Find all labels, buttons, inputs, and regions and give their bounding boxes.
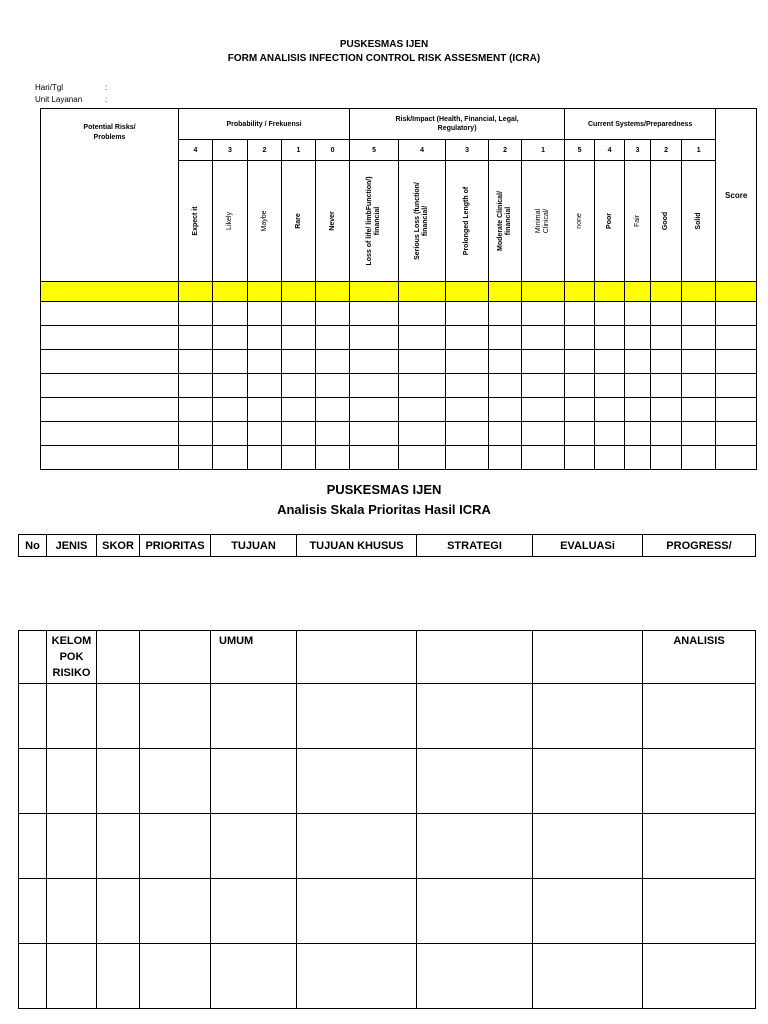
table-cell[interactable] bbox=[682, 398, 716, 422]
table-cell[interactable] bbox=[316, 326, 350, 350]
table-cell[interactable] bbox=[682, 422, 716, 446]
score-cell: 2 bbox=[651, 140, 682, 161]
cont-analisis: ANALISIS bbox=[643, 631, 756, 684]
section2-subtitle: Analisis Skala Prioritas Hasil ICRA bbox=[277, 502, 491, 517]
table-cell[interactable] bbox=[522, 302, 565, 326]
table-cell[interactable] bbox=[399, 374, 446, 398]
table-cell[interactable] bbox=[716, 282, 757, 302]
table-cell[interactable] bbox=[282, 446, 316, 470]
table-cell[interactable] bbox=[446, 326, 489, 350]
table-cell[interactable] bbox=[97, 749, 140, 814]
header-tujuan-khusus: TUJUAN KHUSUS bbox=[297, 535, 417, 557]
table-cell[interactable] bbox=[179, 422, 213, 446]
table-cell[interactable] bbox=[399, 282, 446, 302]
header-prioritas: PRIORITAS bbox=[140, 535, 211, 557]
table-cell[interactable] bbox=[19, 814, 47, 879]
table-cell[interactable] bbox=[716, 374, 757, 398]
table-cell[interactable] bbox=[248, 398, 282, 422]
table-cell[interactable] bbox=[533, 684, 643, 749]
table-cell[interactable] bbox=[41, 326, 179, 350]
table-cell[interactable] bbox=[489, 398, 522, 422]
table-cell[interactable] bbox=[565, 350, 595, 374]
table-cell[interactable] bbox=[716, 350, 757, 374]
table-cell[interactable] bbox=[625, 446, 651, 470]
table-cell[interactable] bbox=[651, 374, 682, 398]
table-cell[interactable] bbox=[446, 398, 489, 422]
table-cell[interactable] bbox=[282, 302, 316, 326]
table-cell[interactable] bbox=[417, 879, 533, 944]
table-cell[interactable] bbox=[179, 302, 213, 326]
table-cell[interactable] bbox=[211, 684, 297, 749]
table-row bbox=[19, 684, 756, 749]
table-row bbox=[19, 814, 756, 879]
table-cell[interactable] bbox=[41, 398, 179, 422]
table-cell[interactable] bbox=[446, 422, 489, 446]
table-cell[interactable] bbox=[399, 326, 446, 350]
group-risk-impact: Risk/Impact (Health, Financial, Legal, Regulatory) bbox=[350, 109, 565, 140]
table-cell[interactable] bbox=[446, 374, 489, 398]
table-cell[interactable] bbox=[489, 326, 522, 350]
group-current-systems: Current Systems/Preparedness bbox=[565, 109, 716, 140]
label-expect-it: Expect it bbox=[179, 161, 213, 282]
table-cell[interactable] bbox=[140, 944, 211, 1009]
table-cell[interactable] bbox=[248, 446, 282, 470]
cont-kelompok-risiko: KELOM POK RISIKO bbox=[47, 631, 97, 684]
table-cell[interactable] bbox=[533, 879, 643, 944]
table-cell[interactable] bbox=[41, 282, 179, 302]
table-cell[interactable] bbox=[446, 446, 489, 470]
table-cell[interactable] bbox=[651, 398, 682, 422]
table-cell[interactable] bbox=[47, 684, 97, 749]
table-cell[interactable] bbox=[595, 398, 625, 422]
table-cell[interactable] bbox=[595, 326, 625, 350]
table-cell[interactable] bbox=[316, 422, 350, 446]
header-progress: PROGRESS/ bbox=[643, 535, 756, 557]
table-cell[interactable] bbox=[211, 749, 297, 814]
table-cell[interactable] bbox=[399, 350, 446, 374]
table-cell[interactable] bbox=[211, 879, 297, 944]
table-cell[interactable] bbox=[565, 326, 595, 350]
table-cell[interactable] bbox=[716, 446, 757, 470]
table-cell[interactable] bbox=[595, 350, 625, 374]
table-cell[interactable] bbox=[489, 422, 522, 446]
label-loss-of-life: Loss of life/ limbFunction/) financial bbox=[350, 161, 399, 282]
table-cell[interactable] bbox=[97, 684, 140, 749]
table-cell[interactable] bbox=[489, 446, 522, 470]
table-cell[interactable] bbox=[140, 684, 211, 749]
table-cell[interactable] bbox=[643, 814, 756, 879]
table-cell[interactable] bbox=[41, 374, 179, 398]
label-rare: Rare bbox=[282, 161, 316, 282]
table-cell[interactable] bbox=[140, 814, 211, 879]
table-cell[interactable] bbox=[179, 350, 213, 374]
table-row bbox=[41, 422, 757, 446]
table-cell[interactable] bbox=[399, 446, 446, 470]
table-cell[interactable] bbox=[19, 879, 47, 944]
table-cell[interactable] bbox=[211, 944, 297, 1009]
table-cell[interactable] bbox=[316, 302, 350, 326]
table-cell[interactable] bbox=[533, 814, 643, 879]
score-cell: 3 bbox=[625, 140, 651, 161]
table-cell[interactable] bbox=[19, 684, 47, 749]
label-never: Never bbox=[316, 161, 350, 282]
table-cell[interactable] bbox=[350, 422, 399, 446]
table-cell[interactable] bbox=[565, 398, 595, 422]
label-fair: Fair bbox=[625, 161, 651, 282]
table-cell[interactable] bbox=[213, 398, 248, 422]
table-cell[interactable] bbox=[625, 374, 651, 398]
table-cell[interactable] bbox=[350, 326, 399, 350]
table-cell[interactable] bbox=[417, 814, 533, 879]
header-no: No bbox=[19, 535, 47, 557]
table-cell[interactable] bbox=[417, 684, 533, 749]
table-cell[interactable] bbox=[651, 446, 682, 470]
cont-prioritas bbox=[140, 631, 211, 684]
form-subtitle: FORM ANALISIS INFECTION CONTROL RISK ASSESMENT (ICRA) bbox=[227, 53, 541, 64]
table-cell[interactable] bbox=[399, 422, 446, 446]
table-cell[interactable] bbox=[316, 350, 350, 374]
table-cell[interactable] bbox=[350, 302, 399, 326]
label-prolonged-length: Prolonged Length of bbox=[446, 161, 489, 282]
score-cell: 5 bbox=[565, 140, 595, 161]
table-cell[interactable] bbox=[47, 749, 97, 814]
score-cell: 4 bbox=[399, 140, 446, 161]
table-cell[interactable] bbox=[446, 282, 489, 302]
table-cell[interactable] bbox=[682, 374, 716, 398]
table-cell[interactable] bbox=[282, 398, 316, 422]
table-cell[interactable] bbox=[682, 282, 716, 302]
table-row bbox=[41, 326, 757, 350]
table-cell[interactable] bbox=[248, 374, 282, 398]
table-cell[interactable] bbox=[297, 944, 417, 1009]
label-poor: Poor bbox=[595, 161, 625, 282]
label-moderate-clinical: Moderate Clinical/ financial bbox=[489, 161, 522, 282]
table-cell[interactable] bbox=[533, 749, 643, 814]
table-cell[interactable] bbox=[350, 350, 399, 374]
table-cell[interactable] bbox=[179, 446, 213, 470]
table-row bbox=[19, 944, 756, 1009]
score-cell: 2 bbox=[248, 140, 282, 161]
table-cell[interactable] bbox=[565, 302, 595, 326]
score-cell: 5 bbox=[350, 140, 399, 161]
table-cell[interactable] bbox=[179, 326, 213, 350]
table-cell[interactable] bbox=[625, 350, 651, 374]
table-cell[interactable] bbox=[595, 446, 625, 470]
table-cell[interactable] bbox=[41, 446, 179, 470]
table-cell[interactable] bbox=[350, 374, 399, 398]
header-evaluasi: EVALUASi bbox=[533, 535, 643, 557]
label-none: none bbox=[565, 161, 595, 282]
table-cell[interactable] bbox=[489, 350, 522, 374]
table-cell[interactable] bbox=[47, 879, 97, 944]
header-jenis: JENIS bbox=[47, 535, 97, 557]
table-cell[interactable] bbox=[399, 302, 446, 326]
table-cell[interactable] bbox=[716, 398, 757, 422]
table-cell[interactable] bbox=[140, 879, 211, 944]
table-cell[interactable] bbox=[651, 350, 682, 374]
table-cell[interactable] bbox=[643, 879, 756, 944]
table-cell[interactable] bbox=[643, 749, 756, 814]
table-cell[interactable] bbox=[595, 282, 625, 302]
table-cell[interactable] bbox=[651, 422, 682, 446]
group-probability: Probability / Frekuensi bbox=[179, 109, 350, 140]
table-cell[interactable] bbox=[350, 282, 399, 302]
cont-tujuan-khusus bbox=[297, 631, 417, 684]
table-cell[interactable] bbox=[297, 814, 417, 879]
table-cell[interactable] bbox=[213, 282, 248, 302]
table-cell[interactable] bbox=[297, 879, 417, 944]
table-cell[interactable] bbox=[282, 374, 316, 398]
table-cell[interactable] bbox=[248, 302, 282, 326]
table-cell[interactable] bbox=[297, 684, 417, 749]
table-cell[interactable] bbox=[350, 446, 399, 470]
table-cell[interactable] bbox=[522, 326, 565, 350]
table-cell[interactable] bbox=[565, 374, 595, 398]
table-cell[interactable] bbox=[522, 422, 565, 446]
table-cell[interactable] bbox=[97, 944, 140, 1009]
table-cell[interactable] bbox=[282, 326, 316, 350]
label-serious-loss: Serious Loss (function/ financial/ bbox=[399, 161, 446, 282]
table-cell[interactable] bbox=[716, 326, 757, 350]
priority-header-table bbox=[18, 534, 756, 557]
table-cell[interactable] bbox=[625, 302, 651, 326]
table-cell[interactable] bbox=[213, 446, 248, 470]
score-cell: 1 bbox=[682, 140, 716, 161]
table-cell[interactable] bbox=[522, 398, 565, 422]
table-cell[interactable] bbox=[682, 326, 716, 350]
table-cell[interactable] bbox=[522, 282, 565, 302]
table-cell[interactable] bbox=[97, 879, 140, 944]
table-row bbox=[19, 879, 756, 944]
priority-body-table bbox=[18, 630, 756, 1009]
table-cell[interactable] bbox=[643, 684, 756, 749]
score-cell: 1 bbox=[522, 140, 565, 161]
table-cell[interactable] bbox=[417, 749, 533, 814]
table-cell[interactable] bbox=[316, 446, 350, 470]
table-cell[interactable] bbox=[211, 814, 297, 879]
table-cell[interactable] bbox=[489, 302, 522, 326]
table-cell[interactable] bbox=[625, 398, 651, 422]
score-cell: 4 bbox=[179, 140, 213, 161]
score-cell: 0 bbox=[316, 140, 350, 161]
table-cell[interactable] bbox=[595, 374, 625, 398]
table-cell[interactable] bbox=[565, 446, 595, 470]
table-cell[interactable] bbox=[625, 422, 651, 446]
highlighted-row bbox=[41, 282, 757, 302]
header-tujuan: TUJUAN bbox=[211, 535, 297, 557]
header-strategi: STRATEGI bbox=[417, 535, 533, 557]
table-cell[interactable] bbox=[533, 944, 643, 1009]
table-cell[interactable] bbox=[350, 398, 399, 422]
label-likely: Likely bbox=[213, 161, 248, 282]
table-cell[interactable] bbox=[651, 302, 682, 326]
table-cell[interactable] bbox=[41, 350, 179, 374]
table-row bbox=[41, 398, 757, 422]
score-cell: 1 bbox=[282, 140, 316, 161]
table-cell[interactable] bbox=[41, 422, 179, 446]
table-cell[interactable] bbox=[522, 446, 565, 470]
table-cell[interactable] bbox=[282, 350, 316, 374]
table-cell[interactable] bbox=[179, 282, 213, 302]
table-cell[interactable] bbox=[179, 374, 213, 398]
table-cell[interactable] bbox=[19, 749, 47, 814]
table-cell[interactable] bbox=[682, 302, 716, 326]
table-cell[interactable] bbox=[248, 326, 282, 350]
table-row bbox=[41, 302, 757, 326]
col-potential-risks: Potential Risks/ Problems bbox=[41, 109, 179, 282]
cont-umum: UMUM bbox=[211, 631, 297, 684]
table-cell[interactable] bbox=[213, 326, 248, 350]
table-cell[interactable] bbox=[47, 814, 97, 879]
header-skor: SKOR bbox=[97, 535, 140, 557]
table-cell[interactable] bbox=[651, 282, 682, 302]
table-cell[interactable] bbox=[682, 350, 716, 374]
col-score: Score bbox=[716, 109, 757, 282]
unit-field-label: Unit Layanan : bbox=[35, 95, 108, 104]
table-cell[interactable] bbox=[522, 350, 565, 374]
table-cell[interactable] bbox=[625, 326, 651, 350]
table-cell[interactable] bbox=[716, 302, 757, 326]
label-solid: Solid bbox=[682, 161, 716, 282]
table-cell[interactable] bbox=[595, 422, 625, 446]
table-cell[interactable] bbox=[140, 749, 211, 814]
cont-strategi bbox=[417, 631, 533, 684]
table-cell[interactable] bbox=[643, 944, 756, 1009]
cont-no bbox=[19, 631, 47, 684]
table-cell[interactable] bbox=[248, 422, 282, 446]
table-row bbox=[41, 350, 757, 374]
table-row bbox=[41, 374, 757, 398]
table-cell[interactable] bbox=[47, 944, 97, 1009]
table-row bbox=[41, 446, 757, 470]
table-cell[interactable] bbox=[213, 422, 248, 446]
table-cell[interactable] bbox=[282, 282, 316, 302]
label-maybe: Maybe bbox=[248, 161, 282, 282]
table-cell[interactable] bbox=[565, 422, 595, 446]
table-cell[interactable] bbox=[297, 749, 417, 814]
table-cell[interactable] bbox=[248, 350, 282, 374]
table-cell[interactable] bbox=[316, 398, 350, 422]
table-cell[interactable] bbox=[446, 302, 489, 326]
score-cell: 4 bbox=[595, 140, 625, 161]
table-cell[interactable] bbox=[213, 374, 248, 398]
table-cell[interactable] bbox=[522, 374, 565, 398]
table-cell[interactable] bbox=[179, 398, 213, 422]
table-cell[interactable] bbox=[316, 374, 350, 398]
score-cell: 2 bbox=[489, 140, 522, 161]
icra-table bbox=[40, 108, 757, 470]
table-cell[interactable] bbox=[41, 302, 179, 326]
score-cell: 3 bbox=[213, 140, 248, 161]
table-cell[interactable] bbox=[489, 282, 522, 302]
date-field-label: Hari/Tgl : bbox=[35, 83, 108, 92]
table-cell[interactable] bbox=[399, 398, 446, 422]
cont-evaluasi bbox=[533, 631, 643, 684]
table-cell[interactable] bbox=[682, 446, 716, 470]
table-cell[interactable] bbox=[651, 326, 682, 350]
table-row bbox=[19, 749, 756, 814]
table-cell[interactable] bbox=[716, 422, 757, 446]
table-cell[interactable] bbox=[213, 350, 248, 374]
table-cell[interactable] bbox=[595, 302, 625, 326]
table-cell[interactable] bbox=[248, 282, 282, 302]
table-cell[interactable] bbox=[625, 282, 651, 302]
table-cell[interactable] bbox=[565, 282, 595, 302]
table-cell[interactable] bbox=[19, 944, 47, 1009]
form-title: PUSKESMAS IJEN bbox=[339, 39, 429, 50]
label-minimal-clinical: Minimal Clinical/ bbox=[522, 161, 565, 282]
section2-title: PUSKESMAS IJEN bbox=[326, 482, 442, 497]
table-cell[interactable] bbox=[97, 814, 140, 879]
table-cell[interactable] bbox=[282, 422, 316, 446]
table-cell[interactable] bbox=[446, 350, 489, 374]
label-good: Good bbox=[651, 161, 682, 282]
cont-skor bbox=[97, 631, 140, 684]
table-cell[interactable] bbox=[213, 302, 248, 326]
table-cell[interactable] bbox=[316, 282, 350, 302]
table-cell[interactable] bbox=[417, 944, 533, 1009]
table-cell[interactable] bbox=[489, 374, 522, 398]
score-cell: 3 bbox=[446, 140, 489, 161]
